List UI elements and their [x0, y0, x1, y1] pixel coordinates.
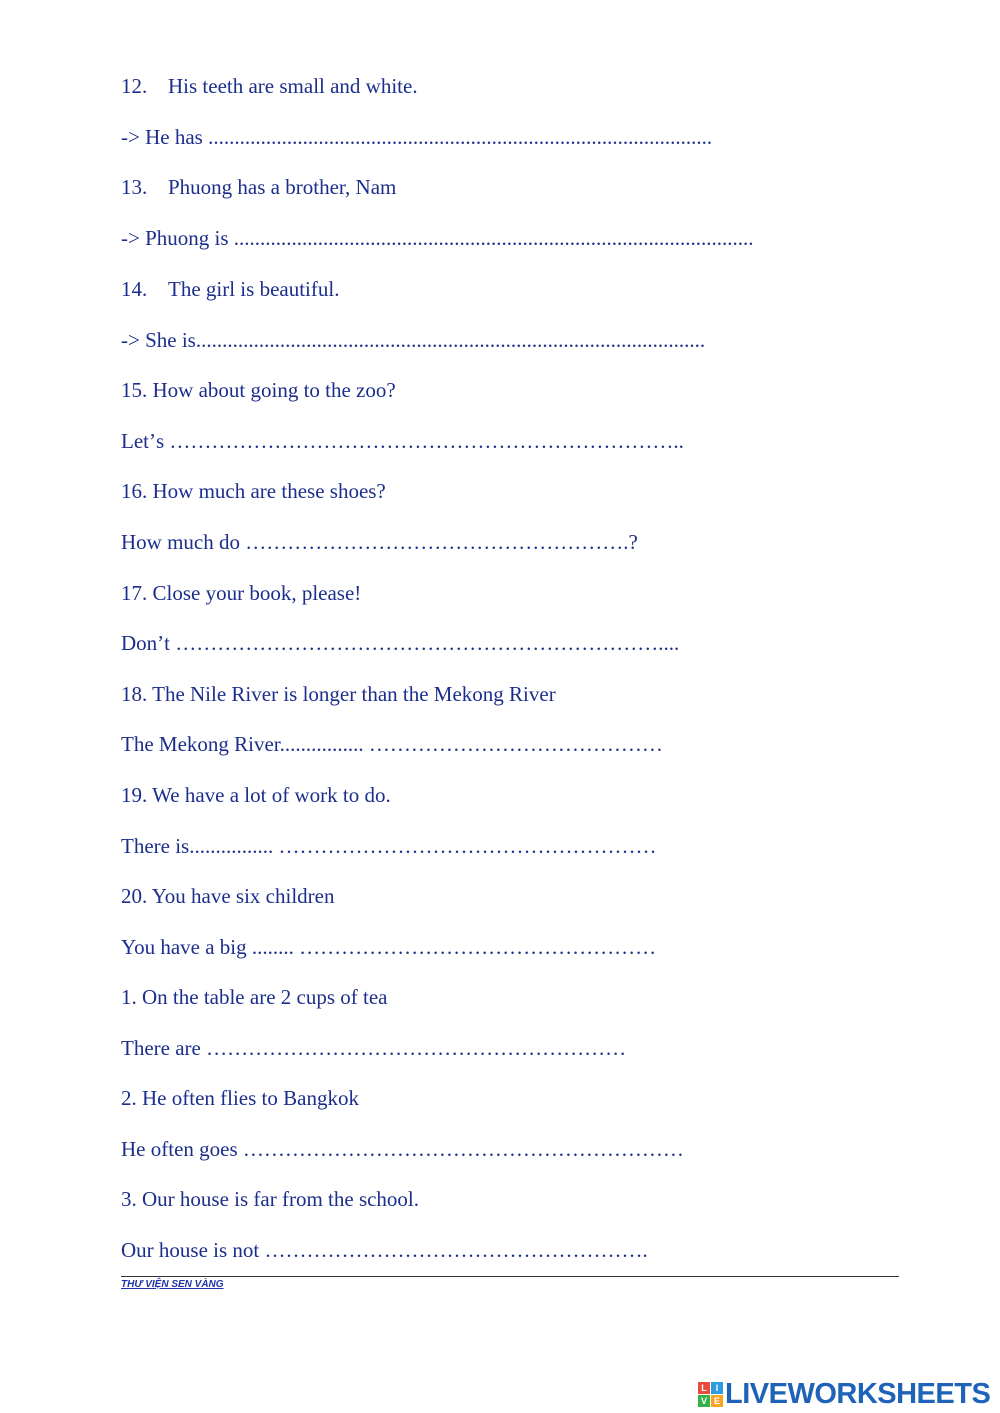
liveworksheets-logo[interactable]: [698, 1377, 990, 1411]
exercise-12-answer[interactable]: -> He has ................................................................................................: [121, 125, 713, 149]
exercise-12-prompt: [121, 73, 418, 99]
exercise-3-answer[interactable]: Our house is not ……………………………………………….: [121, 1238, 648, 1262]
exercise-15-answer[interactable]: Letʼs ………………………………………………………………..: [121, 429, 684, 453]
exercise-prompt-text: The girl is beautiful.: [168, 277, 340, 301]
exercise-2-prompt: 2. He often flies to Bangkok: [121, 1086, 359, 1110]
logo-letter: L: [698, 1382, 710, 1394]
exercise-17-prompt: 17. Close your book, please!: [121, 581, 362, 605]
exercise-15-prompt: 15. How about going to the zoo?: [121, 378, 396, 402]
exercise-number: 14.: [121, 277, 148, 301]
exercise-number: 13.: [121, 175, 148, 199]
exercise-20-prompt: 20. You have six children: [121, 884, 335, 908]
exercise-20-answer[interactable]: You have a big ........ ……………………………………………: [121, 935, 657, 959]
exercise-prompt-text: His teeth are small and white.: [168, 74, 418, 98]
exercise-16-answer[interactable]: How much do ……………………………………………….?: [121, 530, 638, 554]
footer-link[interactable]: THƯ VIỆN SEN VÀNG: [121, 1279, 224, 1290]
exercise-3-prompt: 3. Our house is far from the school.: [121, 1187, 420, 1211]
liveworksheets-logo-text: LIVEWORKSHEETS: [725, 1378, 991, 1410]
exercise-1-prompt: 1. On the table are 2 cups of tea: [121, 985, 388, 1009]
exercise-prompt-text: Phuong has a brother, Nam: [168, 175, 397, 199]
exercise-13-prompt: [121, 174, 396, 200]
exercise-18-prompt: 18. The Nile River is longer than the Mekong River: [121, 682, 556, 706]
exercise-2-answer[interactable]: He often goes ………………………………………………………: [121, 1137, 684, 1161]
logo-letter: I: [711, 1382, 723, 1394]
liveworksheets-logo-icon: [698, 1382, 723, 1407]
footer-divider: [121, 1276, 899, 1277]
exercise-16-prompt: 16. How much are these shoes?: [121, 479, 386, 503]
exercise-19-answer[interactable]: There is................ ………………………………………………: [121, 834, 657, 858]
exercise-19-prompt: 19. We have a lot of work to do.: [121, 783, 391, 807]
exercise-1-answer[interactable]: There are ……………………………………………………: [121, 1036, 627, 1060]
logo-letter: V: [698, 1395, 710, 1407]
exercise-13-answer[interactable]: -> Phuong is ...................................................................................................: [121, 226, 754, 250]
exercise-14-prompt: [121, 276, 339, 302]
exercise-18-answer[interactable]: The Mekong River................ ……………………………………: [121, 732, 663, 756]
exercise-number: 12.: [121, 74, 148, 98]
exercise-17-answer[interactable]: Donʼt ……………………………………………………………....: [121, 631, 680, 655]
exercise-14-answer[interactable]: -> She is.................................................................................................: [121, 328, 706, 352]
logo-letter: E: [711, 1395, 723, 1407]
